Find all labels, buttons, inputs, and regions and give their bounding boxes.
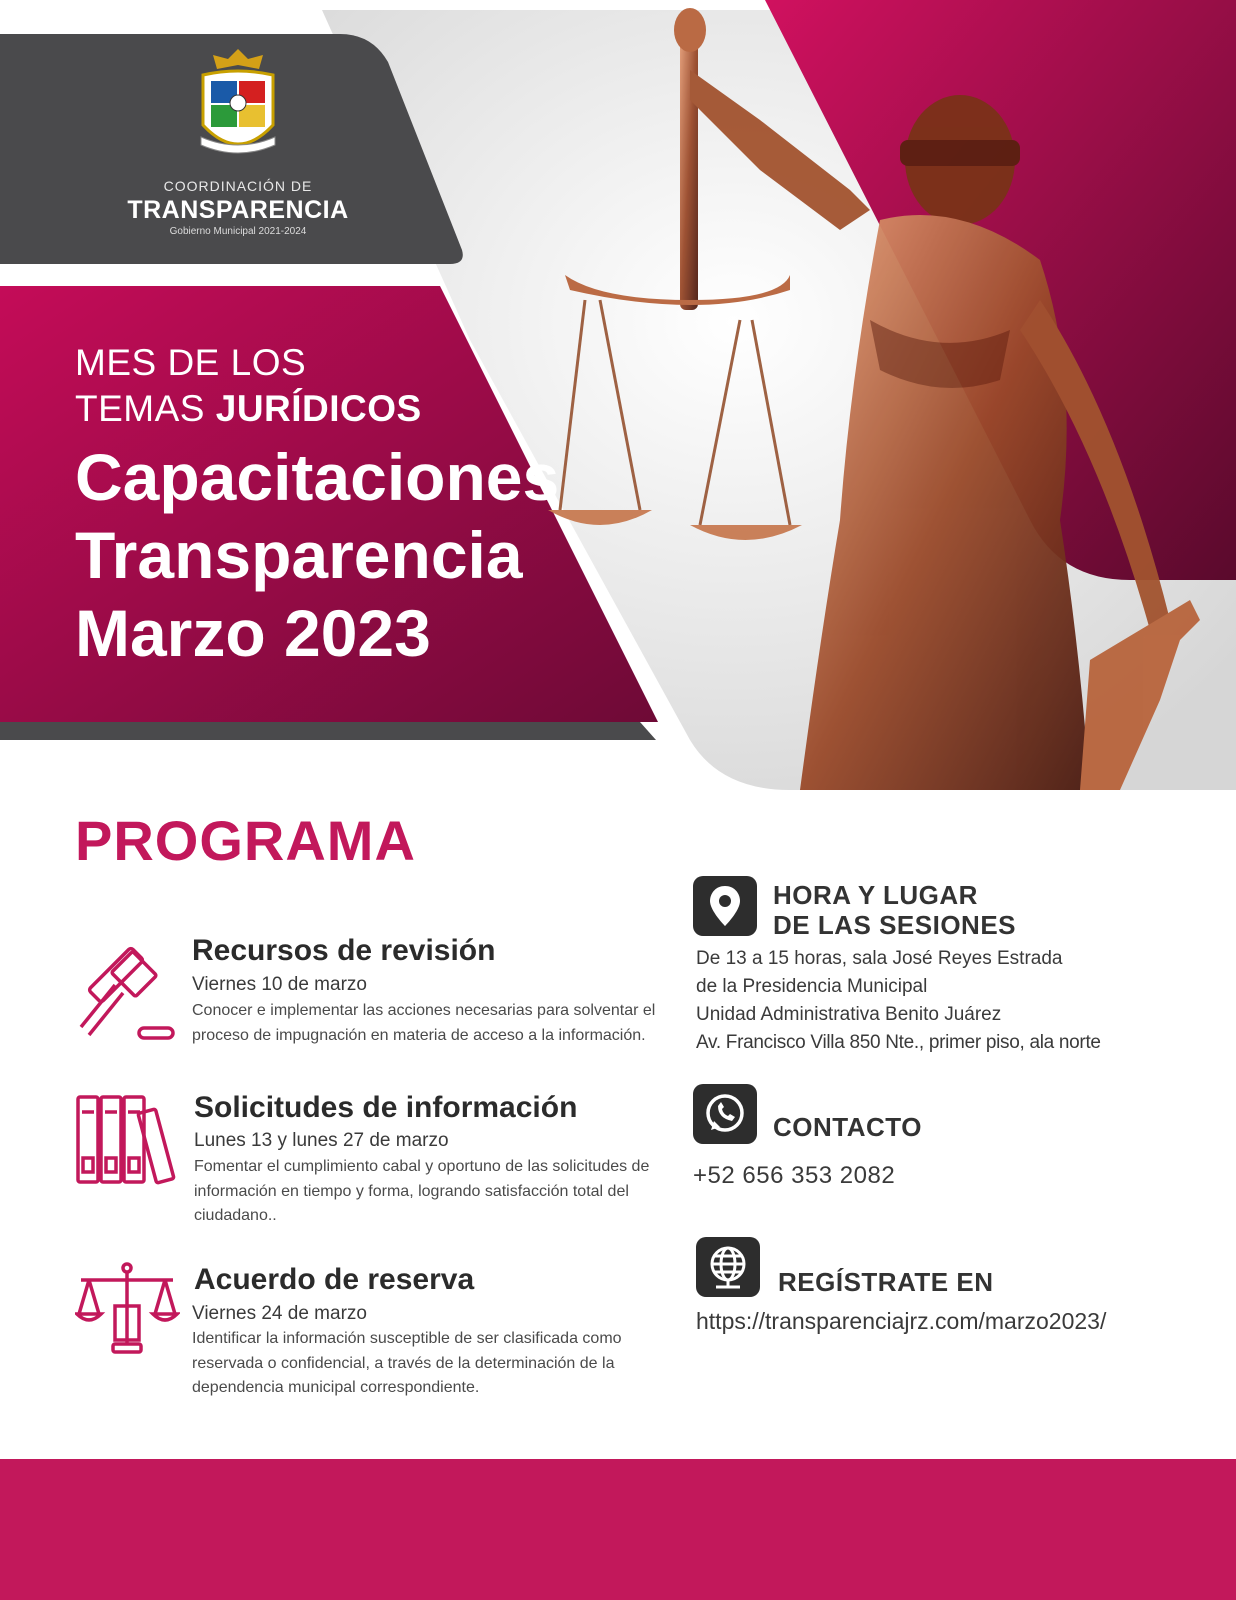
hero-main-line-2: Transparencia bbox=[75, 518, 523, 592]
programa-item-date: Viernes 24 de marzo bbox=[192, 1303, 367, 1324]
whatsapp-badge bbox=[693, 1084, 757, 1144]
programa-item-desc: Fomentar el cumplimiento cabal y oportuno de las solicitudes de información en tiempo y forma, logrando satisfacción total del ciudadano.. bbox=[194, 1158, 650, 1224]
coat-of-arms-icon bbox=[193, 45, 283, 165]
hero-pre-juridicos: JURÍDICOS bbox=[215, 388, 422, 429]
programa-item-desc: Conocer e implementar las acciones necesarias para solventar el proceso de impugnación en materia de acceso a la información. bbox=[192, 1002, 656, 1044]
hero-pre-line-1: MES DE LOS bbox=[75, 342, 307, 383]
programa-item-date: Lunes 13 y lunes 27 de marzo bbox=[194, 1130, 449, 1151]
contact-phone[interactable]: +52 656 353 2082 bbox=[693, 1162, 896, 1189]
contact-heading: CONTACTO bbox=[773, 1112, 922, 1142]
hero-title-block bbox=[75, 340, 715, 672]
place-line-2: de la Presidencia Municipal bbox=[696, 976, 928, 997]
location-pin-badge bbox=[693, 876, 757, 936]
place-line-3: Unidad Administrativa Benito Juárez bbox=[696, 1004, 1002, 1025]
footer-bar bbox=[0, 1459, 1236, 1600]
gavel-icon bbox=[75, 935, 175, 1045]
place-heading-line-2: DE LAS SESIONES bbox=[773, 910, 1016, 940]
programa-item-title: Recursos de revisión bbox=[192, 934, 496, 967]
programa-item-date: Viernes 10 de marzo bbox=[192, 974, 367, 995]
programa-item-title: Acuerdo de reserva bbox=[194, 1263, 475, 1296]
logo-line-gobierno: Gobierno Municipal 2021-2024 bbox=[169, 226, 307, 237]
logo-line-transparencia: TRANSPARENCIA bbox=[127, 196, 349, 224]
register-heading: REGÍSTRATE EN bbox=[778, 1267, 994, 1297]
whatsapp-icon bbox=[693, 1084, 757, 1144]
hero-pre-temas: TEMAS bbox=[75, 388, 216, 429]
logo-line-coordinacion: COORDINACIÓN DE bbox=[163, 178, 313, 194]
programa-item-title: Solicitudes de información bbox=[194, 1091, 578, 1124]
hero-pre-line-2 bbox=[75, 386, 715, 432]
programa-heading: PROGRAMA bbox=[75, 809, 416, 872]
register-url-link[interactable]: https://transparenciajrz.com/marzo2023/ bbox=[696, 1308, 1107, 1334]
hero-main-line-1: Capacitaciones bbox=[75, 440, 560, 514]
place-heading bbox=[773, 880, 1016, 940]
globe-badge bbox=[696, 1237, 760, 1297]
place-line-4: Av. Francisco Villa 850 Nte., primer piso, ala norte bbox=[696, 1032, 1101, 1053]
programa-item-desc: Identificar la información susceptible de ser clasificada como reservada o confidencial, a través de la determinación de la dependencia municipal correspondiente. bbox=[192, 1330, 622, 1396]
binders-icon bbox=[75, 1092, 180, 1187]
place-heading-line-1: HORA Y LUGAR bbox=[773, 880, 978, 910]
scales-icon bbox=[75, 1262, 180, 1362]
globe-icon bbox=[696, 1237, 760, 1297]
hero-main-line-3: Marzo 2023 bbox=[75, 596, 431, 670]
location-pin-icon bbox=[693, 876, 757, 936]
hero-main-title bbox=[75, 438, 715, 672]
coordination-logo bbox=[118, 45, 358, 255]
place-line-1: De 13 a 15 horas, sala José Reyes Estrada bbox=[696, 948, 1063, 969]
